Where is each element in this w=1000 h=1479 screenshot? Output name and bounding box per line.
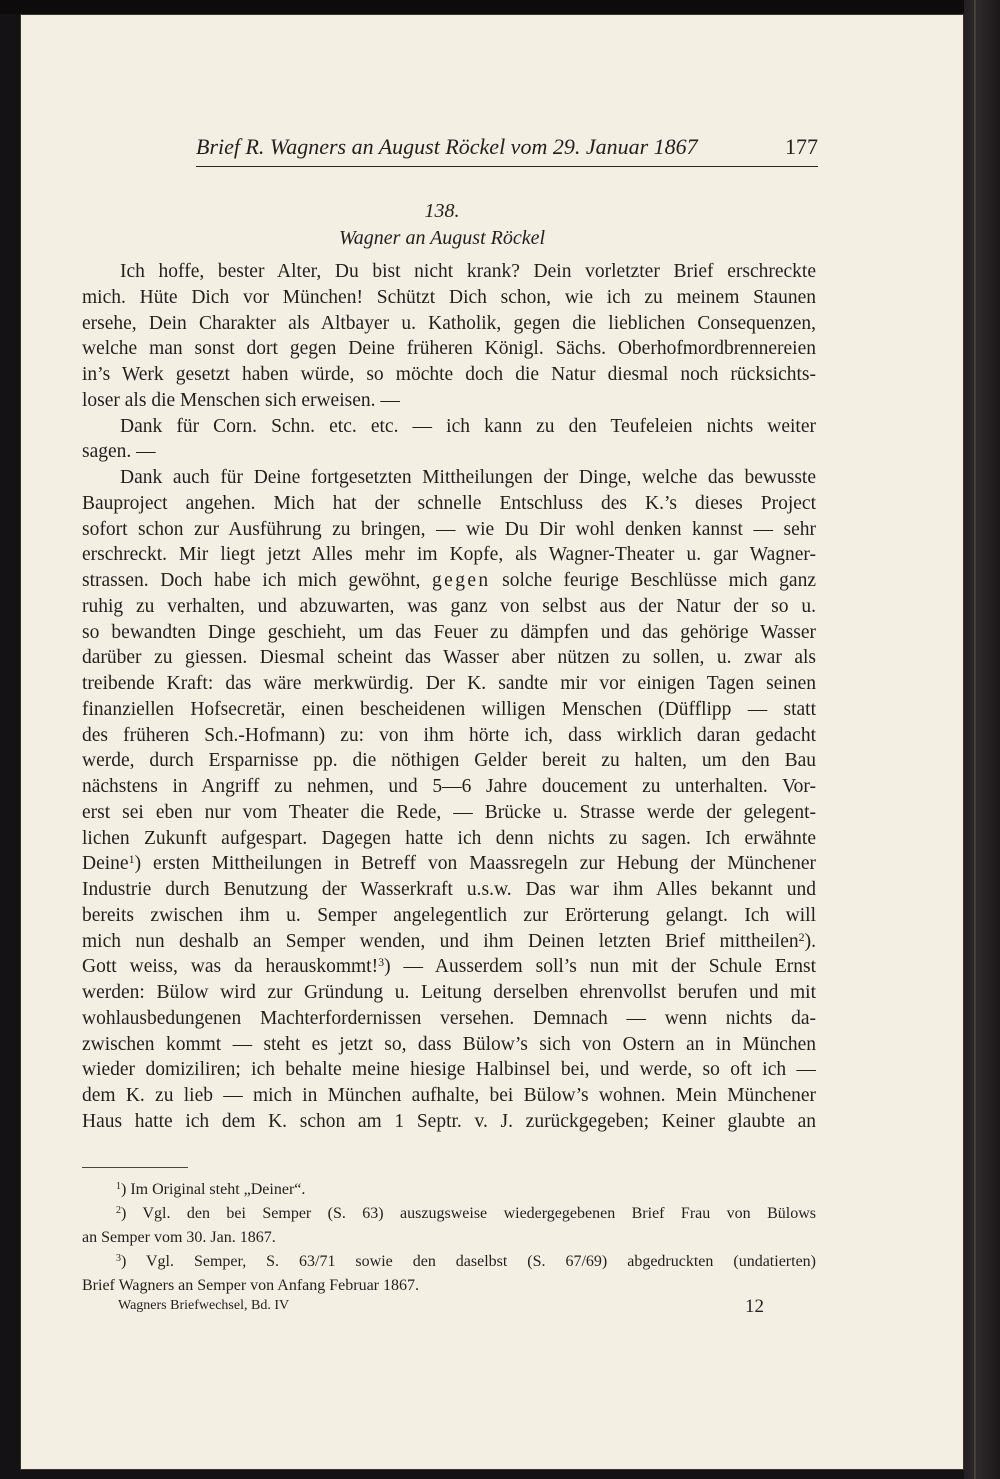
body-line	[82, 929, 816, 955]
line-text: Industrie durch Benutzung der Wasserkraft u.s.w. Das war ihm Alles bekannt und	[82, 879, 816, 900]
line-text: wohlausbedungenen Machterfordernissen versehen. Demnach — wenn nichts da-	[82, 1007, 816, 1029]
body-line	[82, 517, 816, 543]
line-text: Gott weiss, was da herauskommt!	[82, 956, 379, 978]
body-line	[82, 259, 816, 285]
body-line	[82, 851, 816, 877]
line-text: Haus hatte ich dem K. schon am 1 Septr. v. J. zurückgegeben; Keiner glaubte an	[82, 1110, 816, 1132]
line-text: Brief Wagners an Semper von Anfang Februar 1867.	[82, 1277, 419, 1294]
body-line	[82, 800, 816, 826]
body-line	[82, 1083, 816, 1109]
line-text: mich nun deshalb an Semper wenden, und ihm Deinen letzten Brief mittheilen	[82, 930, 799, 952]
body-line	[82, 774, 816, 800]
body-line	[82, 362, 816, 388]
body-line	[82, 388, 816, 414]
line-text: Deine	[82, 853, 129, 875]
line-text: wieder domiziliren; ich behalte meine hiesige Halbinsel bei, und werde, so oft ich —	[82, 1059, 816, 1081]
footer-signature: Wagners Briefwechsel, Bd. IV	[118, 1298, 290, 1313]
body-line	[82, 980, 816, 1006]
body-line	[82, 414, 816, 440]
line-text: an Semper vom 30. Jan. 1867.	[82, 1229, 276, 1246]
line-text: bereits zwischen ihm u. Semper angelegentlich zur Erörterung gelangt. Ich will	[82, 904, 816, 926]
line-text: werde, durch Ersparnisse pp. die nöthigen Gelder bereit zu halten, um den Bau	[82, 750, 816, 772]
body-line	[82, 1032, 816, 1058]
book-binding-edge	[964, 0, 1000, 1479]
line-text: erschreckt. Mir liegt jetzt Alles mehr im Kopfe, als Wagner-Theater u. gar Wagner-	[82, 544, 816, 566]
line-text-continued: ) ersten Mittheilungen in Betreff von Maassregeln zur Hebung der Münchener	[134, 853, 816, 875]
line-text: Dank auch für Deine fortgesetzten Mittheilungen der Dinge, welche das bewusste	[120, 467, 816, 488]
line-text: ersehe, Dein Charakter als Altbayer u. Katholik, gegen die lieblichen Consequenzen,	[82, 312, 816, 334]
footnote-reference: 2	[798, 929, 805, 944]
line-text: sofort schon zur Ausführung zu bringen, — wie Du Dir wohl denken kannst — sehr	[82, 518, 816, 540]
body-line	[82, 311, 816, 337]
scan-top-edge	[0, 0, 1000, 14]
line-text: dem K. zu lieb — mich in München aufhalte, bei Bülow’s wohnen. Mein Münchener	[82, 1085, 816, 1106]
body-line	[82, 1057, 816, 1083]
line-text-continued: ) — Ausserdem soll’s nun mit der Schule Ernst	[384, 956, 816, 978]
body-line	[82, 439, 816, 465]
footnote-reference: 3	[378, 955, 385, 970]
footnote-text: ) Vgl. Semper, S. 63/71 sowie den daselbst (S. 67/69) abgedruckten (undatierten)	[121, 1253, 816, 1270]
footnote-line	[82, 1226, 816, 1250]
footnote-line	[82, 1274, 816, 1298]
footnote-text: ) Vgl. den bei Semper (S. 63) auszugsweise wiedergegebenen Brief Frau von Bülows	[121, 1205, 816, 1222]
signature-number: 12	[745, 1296, 764, 1317]
line-text: zwischen kommt — steht es jetzt so, dass Bülow’s sich von Ostern an in München	[82, 1033, 816, 1055]
footnote-marker: 1	[116, 1181, 121, 1192]
footnote-marker: 2	[116, 1205, 121, 1216]
body-line	[82, 877, 816, 903]
running-head	[196, 134, 818, 167]
line-text-continued: solche feurige Beschlüsse mich ganz	[490, 570, 816, 591]
line-text: welche man sonst dort gegen Deine früheren Königl. Sächs. Oberhofmordbrennereien	[82, 338, 816, 360]
line-text: Bauproject angehen. Mich hat der schnelle Entschluss des K.’s dieses Project	[82, 492, 816, 514]
footnote-text: ) Im Original steht „Deiner“.	[121, 1181, 306, 1198]
footnote-line	[82, 1202, 816, 1226]
footnote-marker: 3	[116, 1253, 121, 1264]
body-line	[82, 542, 816, 568]
emphasized-word: gegen	[432, 570, 491, 591]
line-text: nächstens in Angriff zu nehmen, und 5—6 Jahre doucement zu unterhalten. Vor-	[82, 776, 816, 797]
body-line	[82, 465, 816, 491]
body-line	[82, 1109, 816, 1135]
body-line	[82, 903, 816, 929]
line-text: Ich hoffe, bester Alter, Du bist nicht krank? Dein vorletzter Brief erschreckte	[120, 261, 816, 282]
line-text: mich. Hüte Dich vor München! Schützt Dich schon, wie ich zu meinem Staunen	[82, 286, 816, 308]
footnote-rule	[82, 1167, 188, 1168]
line-text: finanziellen Hofsecretär, einen bescheidenen willigen Menschen (Düfflipp — statt	[82, 698, 816, 720]
footnote-reference: 1	[128, 852, 135, 867]
line-text: loser als die Menschen sich erweisen. —	[82, 389, 400, 411]
running-head-title: Brief R. Wagners an August Röckel vom 29. Januar 1867	[196, 134, 698, 159]
line-text: darüber zu giessen. Diesmal scheint das Wasser aber nützen zu sollen, u. zwar als	[82, 647, 816, 669]
line-text: in’s Werk gesetzt haben würde, so möchte doch die Natur diesmal noch rücksichts-	[82, 364, 816, 385]
body-line	[82, 748, 816, 774]
page-footer	[118, 1296, 764, 1318]
letter-number: 138.	[424, 200, 460, 222]
body-line	[82, 620, 816, 646]
body-line	[82, 1006, 816, 1032]
line-text: strassen. Doch habe ich mich gewöhnt,	[82, 570, 433, 591]
body-line	[82, 723, 816, 749]
body-line	[82, 954, 816, 980]
letter-heading: Wagner an August Röckel	[338, 227, 546, 249]
line-text-continued: ).	[804, 930, 816, 952]
body-line	[82, 594, 816, 620]
body-line	[82, 336, 816, 362]
footnote-line	[82, 1250, 816, 1274]
page-number: 177	[785, 134, 818, 159]
line-text: sagen. —	[82, 441, 156, 463]
line-text: treibende Kraft: das wäre merkwürdig. Der K. sandte mir vor einigen Tagen seinen	[82, 673, 816, 694]
line-text: des früheren Sch.-Hofmann) zu: von ihm hörte ich, dass wirklich daran gedacht	[82, 724, 816, 746]
letter-body	[82, 259, 816, 1135]
body-line	[82, 568, 816, 594]
body-line	[82, 697, 816, 723]
line-text: werden: Bülow wird zur Gründung u. Leitung derselben ehrenvollst berufen und mit	[82, 982, 816, 1003]
footnotes	[82, 1178, 816, 1298]
line-text: Dank für Corn. Schn. etc. etc. — ich kann zu den Teufeleien nichts weiter	[120, 415, 816, 437]
body-line	[82, 285, 816, 311]
footnote-line	[82, 1178, 816, 1202]
line-text: ruhig zu verhalten, und abzuwarten, was ganz von selbst aus der Natur der so u.	[82, 595, 816, 617]
body-line	[82, 491, 816, 517]
body-line	[82, 671, 816, 697]
line-text: erst sei eben nur vom Theater die Rede, — Brücke u. Strasse werde der gelegent-	[82, 801, 816, 823]
line-text: lichen Zukunft aufgespart. Dagegen hatte ich denn nichts zu sagen. Ich erwähnte	[82, 827, 816, 849]
line-text: so bewandten Dinge geschieht, um das Feuer zu dämpfen und das gehörige Wasser	[82, 621, 816, 643]
body-line	[82, 645, 816, 671]
body-line	[82, 826, 816, 852]
